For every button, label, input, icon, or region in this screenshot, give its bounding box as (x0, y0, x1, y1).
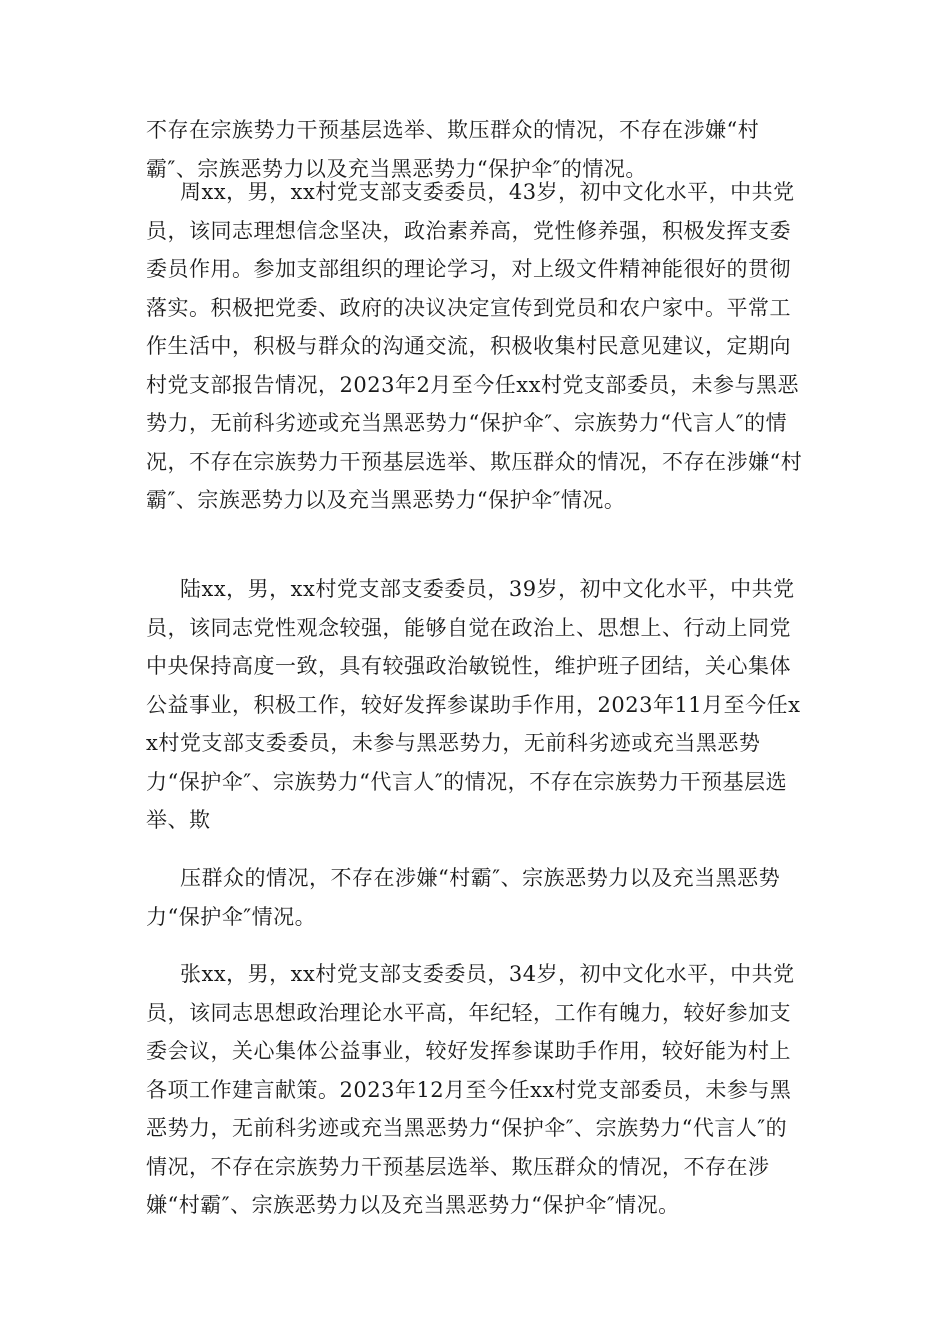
paragraph-lu: 陆xx，男，xx村党支部支委委员，39岁，初中文化水平，中共党员，该同志党性观念较强，能够自觉在政治上、思想上、行动上同党中央保持高度一致，具有较强政治敏锐性，维护班子团结，关心集体公益事业，积极工作，较好发挥参谋助手作用，2023年11月至今任xx村党支部支委委员，未参与黑恶势力，无前科劣迹或充当黑恶势力“保护伞″、宗族势力“代言人″的情况，不存在宗族势力干预基层选举、欺 (146, 577, 801, 832)
paragraph-zhang: 张xx，男，xx村党支部支委委员，34岁，初中文化水平，中共党员，该同志思想政治理论水平高，年纪轻，工作有魄力，较好参加支委会议，关心集体公益事业，较好发挥参谋助手作用，较好能为村上各项工作建言献策。2023年12月至今任xx村党支部委员，未参与黑恶势力，无前科劣迹或充当黑恶势力“保护伞″、宗族势力“代言人″的情况，不存在宗族势力干预基层选举、欺压群众的情况，不存在涉嫌“村霸″、宗族恶势力以及充当黑恶势力“保护伞″情况。 (146, 962, 795, 1217)
paragraph-lu-continued: 压群众的情况，不存在涉嫌“村霸″、宗族恶势力以及充当黑恶势力“保护伞″情况。 (146, 866, 781, 929)
paragraph-continuation: 不存在宗族势力干预基层选举、欺压群众的情况，不存在涉嫌“村霸″、宗族恶势力以及充当黑恶势力“保护伞″的情况。 (146, 118, 760, 181)
paragraph-zhou: 周xx，男，xx村党支部支委委员，43岁，初中文化水平，中共党员，该同志理想信念坚决，政治素养高，党性修养强，积极发挥支委委员作用。参加支部组织的理论学习，对上级文件精神能很好的贯彻落实。积极把党委、政府的决议决定宣传到党员和农户家中。平常工作生活中，积极与群众的沟通交流，积极收集村民意见建议，定期向村党支部报告情况，2023年2月至今任xx村党支部委员，未参与黑恶势力，无前科劣迹或充当黑恶势力“保护伞″、宗族势力“代言人″的情况，不存在宗族势力干预基层选举、欺压群众的情况，不存在涉嫌“村霸″、宗族恶势力以及充当黑恶势力“保护伞″情况。 (146, 180, 803, 512)
